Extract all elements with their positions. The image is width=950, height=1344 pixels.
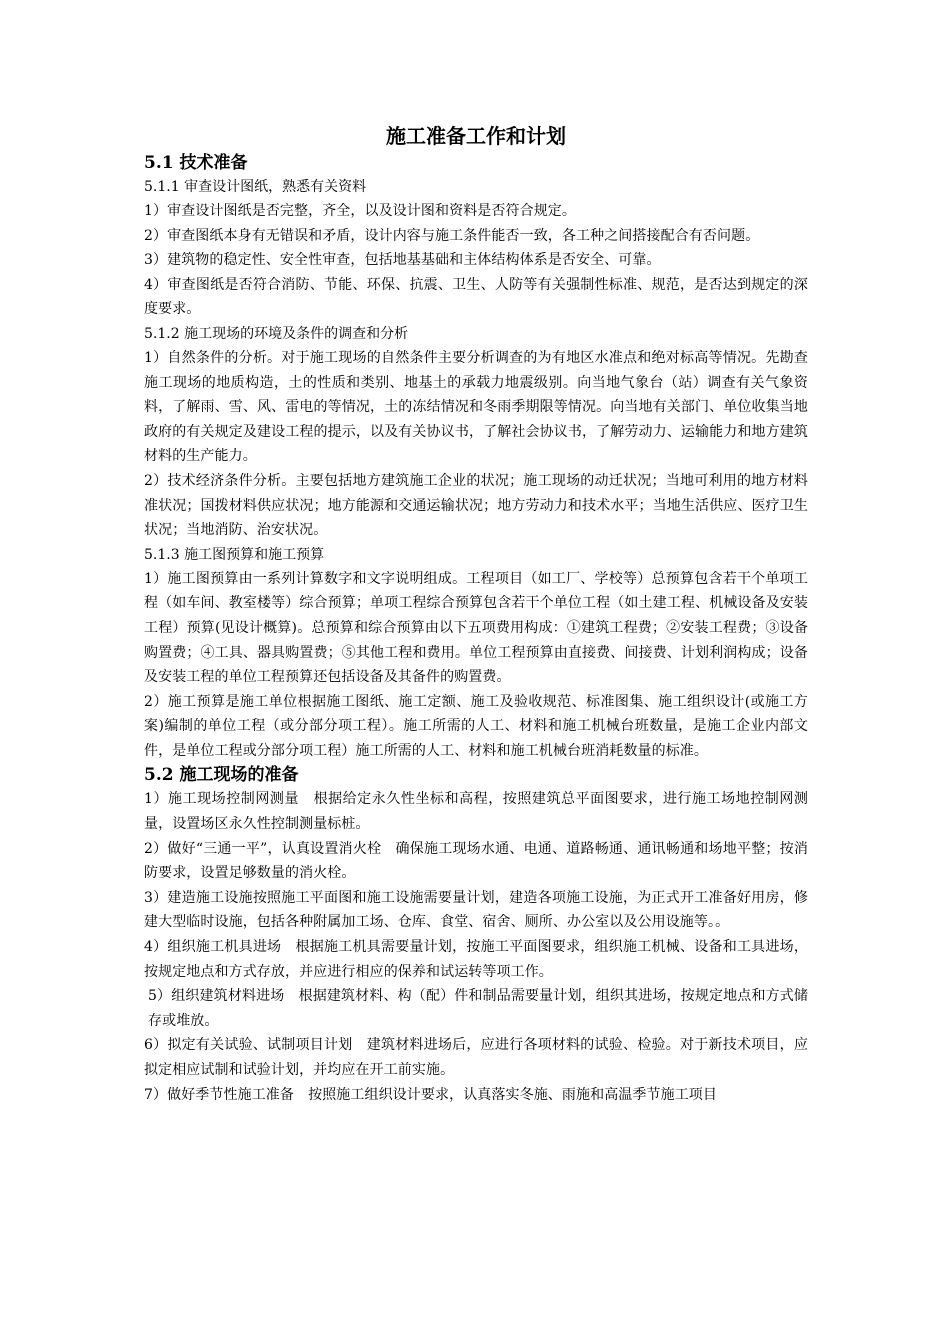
- paragraph: 3）建造施工设施按照施工平面图和施工设施需要量计划，建造各项施工设施，为正式开工准备好用房，修建大型临时设施，包括各种附属加工场、仓库、食堂、宿舍、厕所、办公室以及公用设施等。。: [144, 889, 808, 931]
- paragraph: 4）审查图纸是否符合消防、节能、环保、抗震、卫生、人防等有关强制性标准、规范，是否达到规定的深度要求。: [144, 276, 808, 318]
- paragraph: 1）施工图预算由一系列计算数字和文字说明组成。工程项目（如工厂、学校等）总预算包含若干个单项工程（如车间、教室楼等）综合预算；单项工程综合预算包含若干个单位工程（如土建工程、机械设备及安装工程）预算(见设计概算)。总预算和综合预算由以下五项费用构成：①建筑工程费；②安装工程费；③设备购置费；④工具、器具购置费；⑤其他工程和费用。单位工程预算由直接费、间接费、计划利润构成；设备及安装工程的单位工程预算还包括设备及其备件的购置费。: [144, 570, 808, 686]
- paragraph: 4）组织施工机具进场 根据施工机具需要量计划，按施工平面图要求，组织施工机械、设备和工具进场，按规定地点和方式存放，并应进行相应的保养和试运转等项工作。: [144, 939, 808, 980]
- paragraph: 1）审查设计图纸是否完整，齐全，以及设计图和资料是否符合规定。: [144, 203, 577, 219]
- subsection-heading: 5.1.1 审查设计图纸，熟悉有关资料: [144, 179, 367, 195]
- paragraph: 2）做好“三通一平”，认真设置消火栓 确保施工现场水通、电通、道路畅通、通讯畅通和场地平整；按消防要求，设置足够数量的消火栓。: [144, 840, 808, 882]
- section-heading: 5.1 技术准备: [144, 153, 248, 173]
- paragraph: 2）技术经济条件分析。主要包括地方建筑施工企业的状况；施工现场的动迁状况；当地可利用的地方材料准状况；国拨材料供应状况；地方能源和交通运输状况；地方劳动力和技术水平；当地生活供应、医疗卫生状况；当地消防、治安状况。: [144, 472, 808, 539]
- paragraph: 3）建筑物的稳定性、安全性审查，包括地基基础和主体结构体系是否安全、可靠。: [144, 252, 661, 269]
- paragraph: 5）组织建筑材料进场 根据建筑材料、构（配）件和制品需要量计划，组织其进场，按规定地点和方式储存或堆放。: [148, 988, 808, 1029]
- paragraph: 6）拟定有关试验、试制项目计划 建筑材料进场后，应进行各项材料的试验、检验。对于新技术项目，应拟定相应试制和试验计划，并均应在开工前实施。: [144, 1037, 808, 1078]
- subsection-heading: 5.1.2 施工现场的环境及条件的调查和分析: [144, 325, 409, 342]
- paragraph: 2）审查图纸本身有无错误和矛盾，设计内容与施工条件能否一致，各工种之间搭接配合有否问题。: [144, 227, 760, 244]
- paragraph: 1）施工现场控制网测量 根据给定永久性坐标和高程，按照建筑总平面图要求，进行施工场地控制网测量，设置场区永久性控制测量标桩。: [144, 791, 808, 833]
- paragraph: 2）施工预算是施工单位根据施工图纸、施工定额、施工及验收规范、标准图集、施工组织设计(或施工方案)编制的单位工程（或分部分项工程）。施工所需的人工、材料和施工机械台班数量，是施工企业内部文件，是单位工程或分部分项工程）施工所需的人工、材料和施工机械台班消耗数量的标准。: [144, 693, 808, 759]
- subsection-heading: 5.1.3 施工图预算和施工预算: [144, 546, 325, 563]
- section-heading: 5.2 施工现场的准备: [144, 765, 299, 786]
- document-title: 施工准备工作和计划: [386, 124, 566, 148]
- paragraph: 7）做好季节性施工准备 按照施工组织设计要求，认真落实冬施、雨施和高温季节施工项目: [144, 1086, 718, 1103]
- paragraph: 1）自然条件的分析。对于施工现场的自然条件主要分析调查的为有地区水准点和绝对标高等情况。先勘查施工现场的地质构造，土的性质和类别、地基土的承载力地震级别。向当地气象台（站）调查有关气象资料，了解雨、雪、风、雷电的等情况，土的冻结情况和冬雨季期限等情况。向当地有关部门、单位收集当地政府的有关规定及建设工程的提示，以及有关协议书，了解社会协议书，了解劳动力、运输能力和地方建筑材料的生产能力。: [144, 349, 808, 465]
- document-page: [144, 121, 808, 1107]
